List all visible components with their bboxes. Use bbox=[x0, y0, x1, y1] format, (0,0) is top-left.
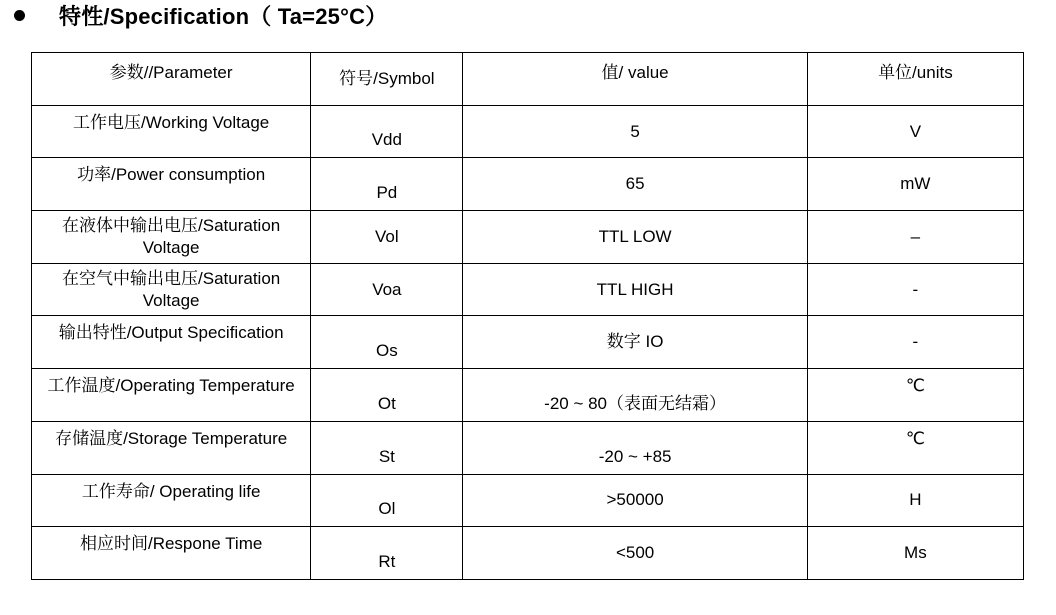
cell-units: ℃ bbox=[807, 369, 1023, 422]
cell-value: -20 ~ +85 bbox=[463, 421, 807, 474]
cell-symbol: Ol bbox=[311, 474, 463, 527]
table-row bbox=[32, 316, 1024, 369]
cell-symbol: Vdd bbox=[311, 105, 463, 158]
cell-units: V bbox=[807, 105, 1023, 158]
table-header-row bbox=[32, 53, 1024, 106]
cell-symbol: Vol bbox=[311, 211, 463, 264]
section-title: 特性/Specification（ Ta=25°C） bbox=[59, 3, 388, 29]
cell-units: H bbox=[807, 474, 1023, 527]
cell-symbol: Voa bbox=[311, 263, 463, 316]
header-units: 单位/units bbox=[807, 53, 1023, 106]
table-row bbox=[32, 527, 1024, 580]
cell-parameter: 工作寿命/ Operating life bbox=[32, 474, 311, 527]
header-value: 值/ value bbox=[463, 53, 807, 106]
cell-value: TTL LOW bbox=[463, 211, 807, 264]
cell-parameter: 在空气中输出电压/Saturation Voltage bbox=[32, 263, 311, 316]
bullet-icon bbox=[14, 10, 25, 21]
cell-value: <500 bbox=[463, 527, 807, 580]
table-row bbox=[32, 421, 1024, 474]
header-symbol: 符号/Symbol bbox=[311, 53, 463, 106]
cell-parameter: 功率/Power consumption bbox=[32, 158, 311, 211]
cell-value: 65 bbox=[463, 158, 807, 211]
table-row bbox=[32, 369, 1024, 422]
cell-symbol: Os bbox=[311, 316, 463, 369]
table-row bbox=[32, 158, 1024, 211]
cell-units: mW bbox=[807, 158, 1023, 211]
cell-parameter: 在液体中输出电压/Saturation Voltage bbox=[32, 211, 311, 264]
cell-units: – bbox=[807, 211, 1023, 264]
table-row bbox=[32, 105, 1024, 158]
cell-parameter: 相应时间/Respone Time bbox=[32, 527, 311, 580]
cell-units: ℃ bbox=[807, 421, 1023, 474]
cell-parameter: 存储温度/Storage Temperature bbox=[32, 421, 311, 474]
cell-units: - bbox=[807, 316, 1023, 369]
table-row bbox=[32, 263, 1024, 316]
cell-value: -20 ~ 80（表面无结霜） bbox=[463, 369, 807, 422]
table-row bbox=[32, 474, 1024, 527]
cell-units: Ms bbox=[807, 527, 1023, 580]
cell-parameter: 输出特性/Output Specification bbox=[32, 316, 311, 369]
cell-value: >50000 bbox=[463, 474, 807, 527]
table-row bbox=[32, 211, 1024, 264]
specification-table bbox=[31, 52, 1024, 580]
cell-value: TTL HIGH bbox=[463, 263, 807, 316]
header-parameter: 参数//Parameter bbox=[32, 53, 311, 106]
cell-symbol: St bbox=[311, 421, 463, 474]
cell-value: 5 bbox=[463, 105, 807, 158]
section-heading bbox=[12, 0, 387, 30]
cell-parameter: 工作温度/Operating Temperature bbox=[32, 369, 311, 422]
cell-value: 数字 IO bbox=[463, 316, 807, 369]
cell-symbol: Pd bbox=[311, 158, 463, 211]
cell-symbol: Ot bbox=[311, 369, 463, 422]
cell-units: - bbox=[807, 263, 1023, 316]
cell-parameter: 工作电压/Working Voltage bbox=[32, 105, 311, 158]
cell-symbol: Rt bbox=[311, 527, 463, 580]
